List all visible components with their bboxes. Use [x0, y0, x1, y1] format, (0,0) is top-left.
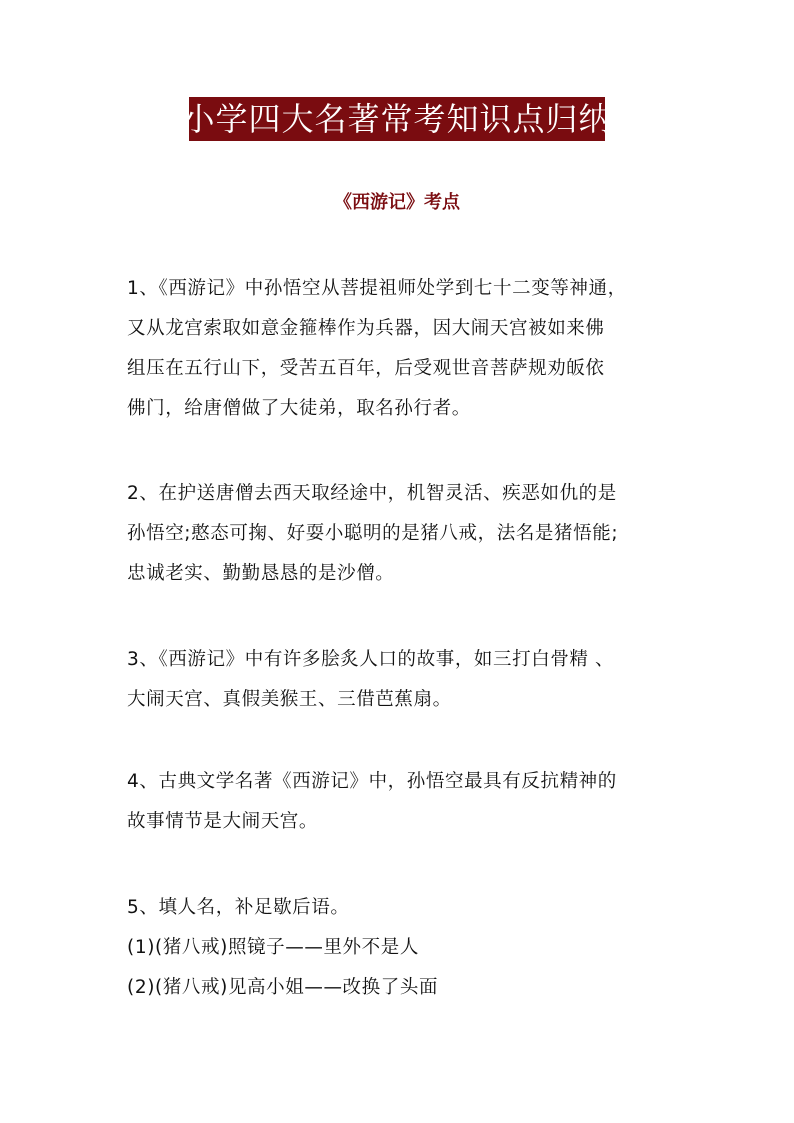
- title-banner: [182, 97, 612, 141]
- paragraph-5: [127, 888, 672, 1008]
- paragraph-line: 孙悟空;憨态可掬、好耍小聪明的是猪八戒，法名是猪悟能;: [127, 523, 619, 544]
- paragraph-line: 又从龙宫索取如意金箍棒作为兵器，因大闹天宫被如来佛: [127, 318, 605, 339]
- paragraph-line: 忠诚老实、勤勤恳恳的是沙僧。: [127, 563, 395, 584]
- paragraph-line: 3、《西游记》中有许多脍炙人口的故事，如三打白骨精 、: [127, 649, 615, 670]
- paragraph-1: [127, 269, 672, 429]
- paragraph-2: [127, 474, 672, 594]
- paragraph-line: (2)(猪八戒)见高小姐——改换了头面: [127, 977, 439, 998]
- paragraph-line: (1)(猪八戒)照镜子——里外不是人: [127, 937, 419, 958]
- paragraph-line: 大闹天宫、真假美猴王、三借芭蕉扇。: [127, 689, 452, 710]
- page-title: 小学四大名著常考知识点归纳: [182, 100, 612, 138]
- paragraph-line: 故事情节是大闹天宫。: [127, 811, 319, 832]
- paragraph-line: 4、古典文学名著《西游记》中，孙悟空最具有反抗精神的: [127, 771, 617, 792]
- paragraph-line: 5、填人名，补足歇后语。: [127, 897, 350, 918]
- paragraph-line: 佛门，给唐僧做了大徒弟，取名孙行者。: [127, 398, 471, 419]
- paragraph-line: 2、在护送唐僧去西天取经途中，机智灵活、疾恶如仇的是: [127, 483, 617, 504]
- paragraph-line: 1、《西游记》中孙悟空从菩提祖师处学到七十二变等神通，: [127, 278, 627, 299]
- paragraph-4: [127, 762, 672, 842]
- paragraph-line: 组压在五行山下，受苦五百年，后受观世音菩萨规劝皈依: [127, 358, 605, 379]
- section-heading: 《西游记》考点: [334, 192, 460, 213]
- paragraph-3: [127, 640, 672, 720]
